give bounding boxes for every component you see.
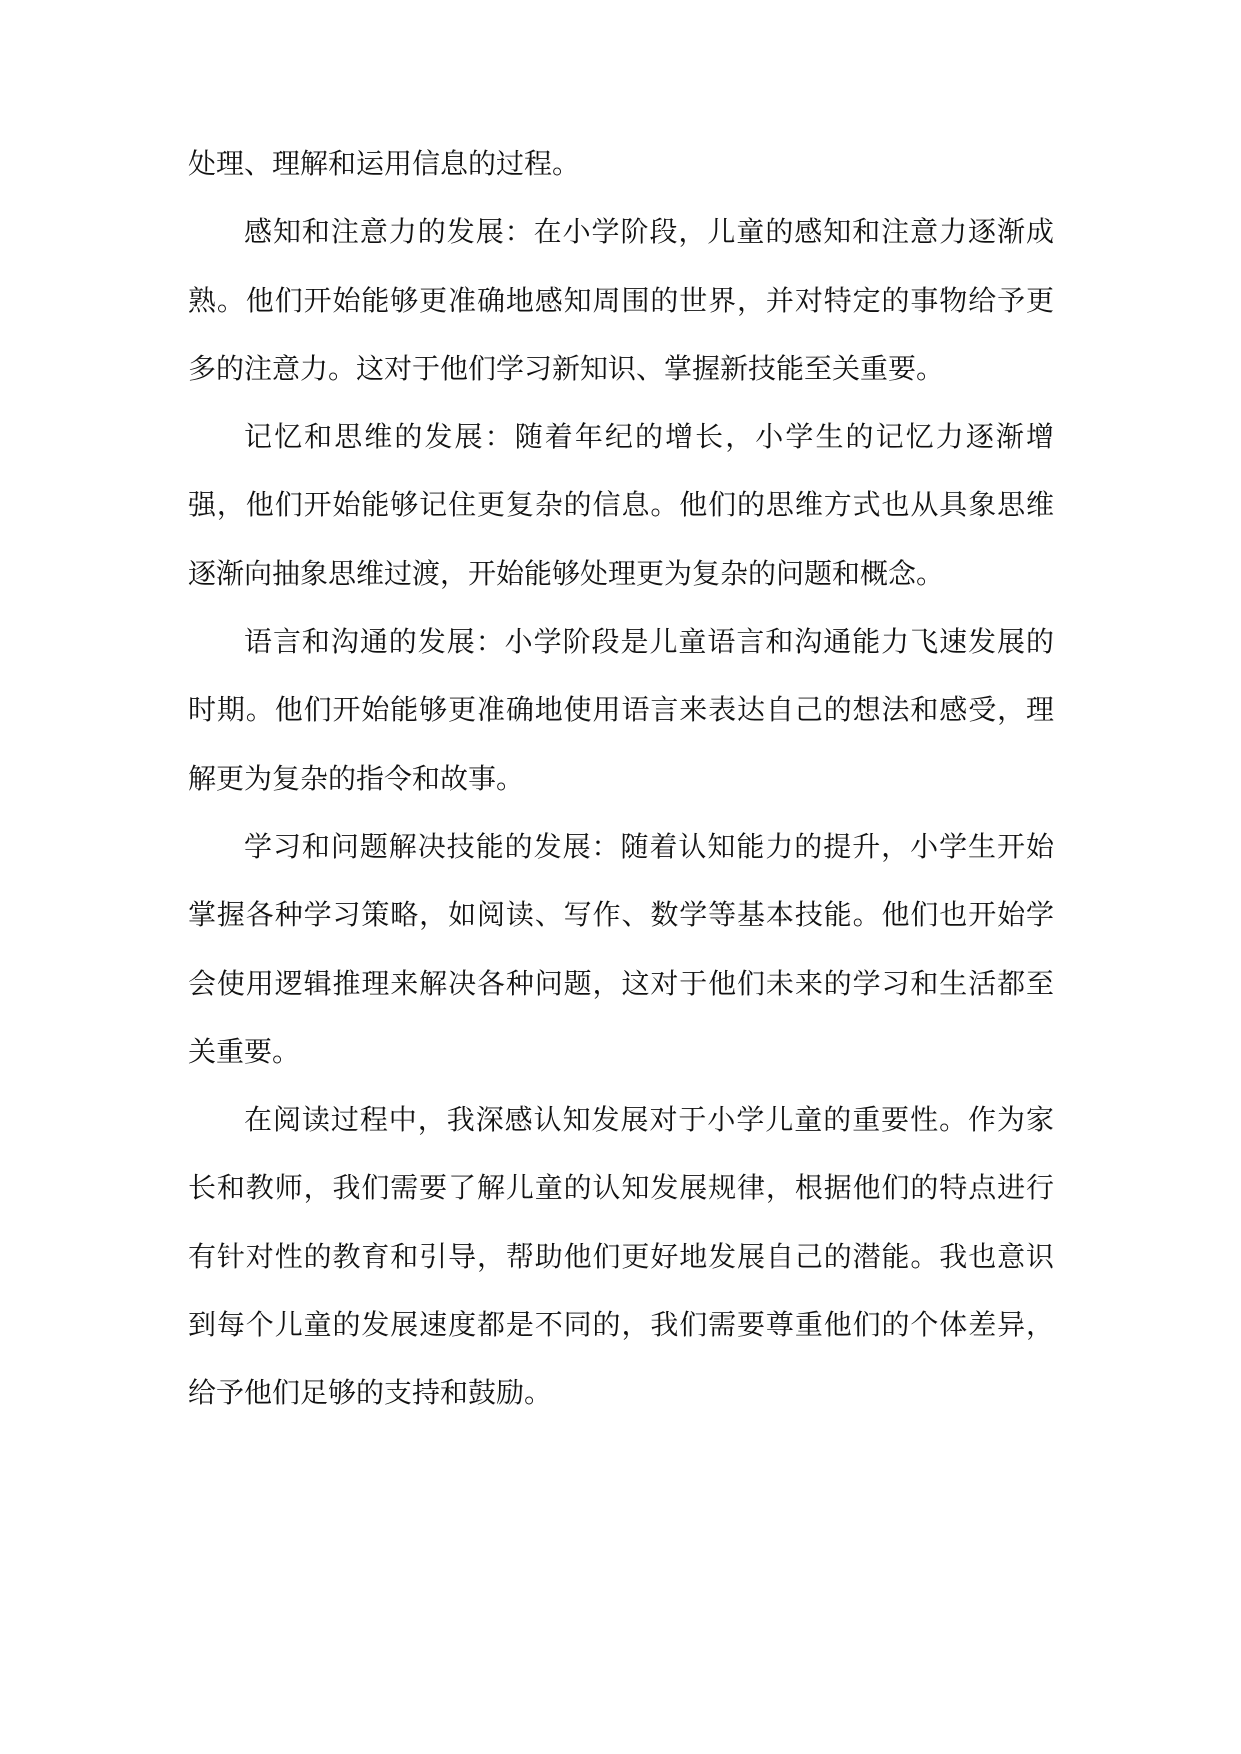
paragraph-continuation: 处理、理解和运用信息的过程。 <box>188 147 581 180</box>
paragraph-reflection: 在阅读过程中，我深感认知发展对于小学儿童的重要性。作为家长和教师，我们需要了解儿童的认知发展规律，根据他们的特点进行有针对性的教育和引导，帮助他们更好地发展自己的潜能。我也意识到每个儿童的发展速度都是不同的，我们需要尊重他们的个体差异，给予他们足够的支持和鼓励。 <box>188 1103 1054 1410</box>
body-text <box>188 130 1054 1428</box>
paragraph-memory-thinking: 记忆和思维的发展：随着年纪的增长，小学生的记忆力逐渐增强，他们开始能够记住更复杂的信息。他们的思维方式也从具象思维逐渐向抽象思维过渡，开始能够处理更为复杂的问题和概念。 <box>188 420 1054 590</box>
paragraph-perception-attention: 感知和注意力的发展：在小学阶段，儿童的感知和注意力逐渐成熟。他们开始能够更准确地感知周围的世界，并对特定的事物给予更多的注意力。这对于他们学习新知识、掌握新技能至关重要。 <box>188 215 1054 385</box>
paragraph-language-communication: 语言和沟通的发展：小学阶段是儿童语言和沟通能力飞速发展的时期。他们开始能够更准确地使用语言来表达自己的想法和感受，理解更为复杂的指令和故事。 <box>188 625 1054 795</box>
paragraph-learning-problem-solving: 学习和问题解决技能的发展：随着认知能力的提升，小学生开始掌握各种学习策略，如阅读、写作、数学等基本技能。他们也开始学会使用逻辑推理来解决各种问题，这对于他们未来的学习和生活都至关重要。 <box>188 829 1054 1068</box>
